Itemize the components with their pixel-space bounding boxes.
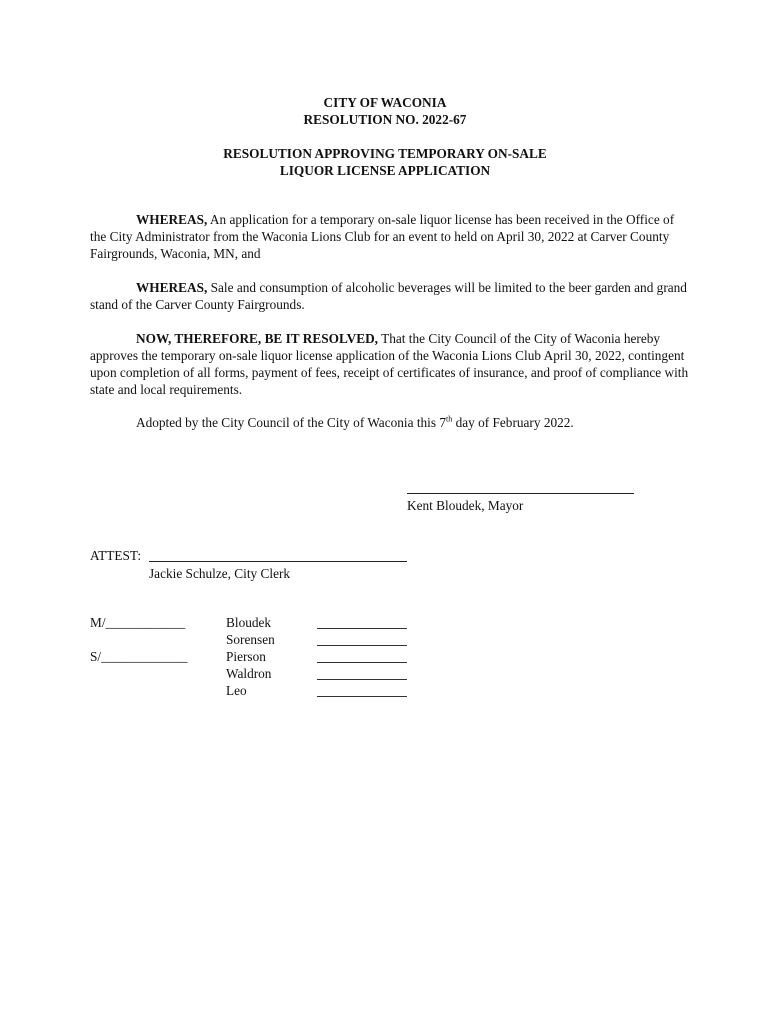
- resolution-title: [0, 145, 770, 179]
- vote-row: [226, 665, 426, 682]
- vote-blank-line: [317, 665, 407, 680]
- paragraph-lead: WHEREAS,: [136, 280, 208, 295]
- vote-list: [226, 614, 426, 699]
- council-member-name: Bloudek: [226, 615, 272, 630]
- vote-blank-line: [317, 614, 407, 629]
- document-header: [0, 94, 770, 128]
- paragraph-text: Sale and consumption of alcoholic beverages will be limited to the beer garden and grand stand of the Carver County Fairgrounds.: [90, 280, 687, 312]
- city-name: CITY OF WACONIA: [323, 95, 447, 110]
- vote-blank-line: [317, 682, 407, 697]
- vote-row: [226, 614, 426, 631]
- adopted-text-before: Adopted by the City Council of the City of Waconia this 7: [136, 415, 447, 430]
- attest-signature-line: [149, 561, 407, 562]
- second-label: S/_____________: [90, 649, 188, 664]
- council-member-name: Sorensen: [226, 632, 275, 647]
- mayor-signature-line: [407, 493, 634, 494]
- ordinal-suffix: th: [446, 414, 453, 424]
- resolved-paragraph: [90, 330, 690, 398]
- council-member-name: Pierson: [226, 649, 266, 664]
- motion-label: M/____________: [90, 615, 186, 630]
- adopted-paragraph: [90, 414, 690, 431]
- whereas-paragraph-2: [90, 279, 690, 313]
- vote-blank-line: [317, 648, 407, 663]
- vote-row: [226, 648, 426, 665]
- adopted-text-after: day of February 2022.: [452, 415, 574, 430]
- paragraph-lead: WHEREAS,: [136, 212, 208, 227]
- vote-row: [226, 631, 426, 648]
- attest-label: ATTEST:: [90, 548, 142, 563]
- resolution-number: RESOLUTION NO. 2022-67: [303, 112, 467, 127]
- paragraph-text: That the City Council of the City of Waconia hereby approves the temporary on-sale liquor license application of the Waconia Lions Club April 30, 2022, contingent upon completion of all forms, payment of fees, receipt of certificates of insurance, and proof of compliance with state and local requirements.: [90, 331, 689, 397]
- vote-blank-line: [317, 631, 407, 646]
- council-member-name: Leo: [226, 683, 247, 698]
- paragraph-text: An application for a temporary on-sale liquor license has been received in the Office of the City Administrator from the Waconia Lions Club for an event to held on April 30, 2022 at Carver County Fairgrounds, Waconia, MN, and: [90, 212, 675, 261]
- title-line-1: RESOLUTION APPROVING TEMPORARY ON-SALE: [223, 146, 547, 161]
- council-member-name: Waldron: [226, 666, 272, 681]
- whereas-paragraph-1: [90, 211, 690, 262]
- mayor-name: Kent Bloudek, Mayor: [407, 498, 524, 513]
- paragraph-lead: NOW, THEREFORE, BE IT RESOLVED,: [136, 331, 379, 346]
- vote-row: [226, 682, 426, 699]
- clerk-name: Jackie Schulze, City Clerk: [149, 566, 291, 581]
- title-line-2: LIQUOR LICENSE APPLICATION: [279, 163, 491, 178]
